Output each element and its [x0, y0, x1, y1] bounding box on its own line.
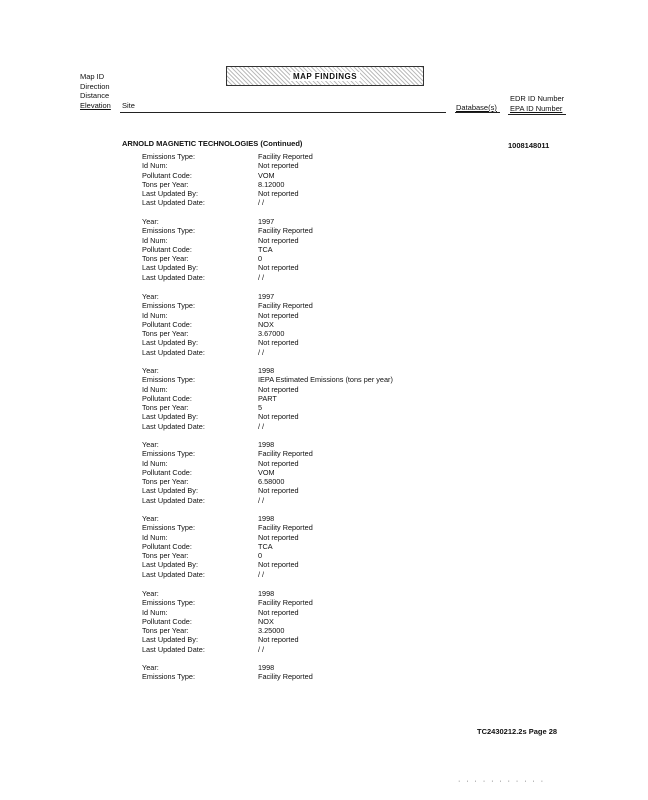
field-label: Emissions Type: [142, 598, 195, 608]
record-row [0, 338, 648, 347]
record-row [0, 672, 648, 681]
record-row [0, 514, 648, 523]
field-value: Not reported [258, 607, 299, 617]
banner-title: MAP FINDINGS [290, 72, 360, 81]
field-value: Facility Reported [258, 226, 313, 236]
record-row [0, 226, 648, 235]
record-row [0, 263, 648, 272]
edr-id-label: EDR ID Number [510, 94, 565, 103]
field-label: Pollutant Code: [142, 616, 192, 626]
header-left-labels [80, 72, 111, 110]
field-value: Not reported [258, 458, 299, 468]
field-value: 1998 [258, 366, 275, 375]
field-value: / / [258, 644, 265, 654]
header-rule-database [455, 112, 500, 113]
field-label: Tons per Year: [142, 626, 189, 635]
record-row [0, 589, 648, 598]
record-row [0, 301, 648, 310]
elevation-label: Elevation [80, 100, 111, 110]
record-row [0, 486, 648, 495]
emissions-record [0, 514, 648, 579]
field-value: Not reported [258, 532, 299, 542]
field-label: Year: [142, 217, 159, 226]
field-label: Last Updated Date: [142, 495, 205, 505]
field-value: 0 [258, 551, 263, 560]
field-label: Id Num: [142, 235, 168, 245]
field-label: Last Updated By: [142, 189, 198, 198]
field-label: Pollutant Code: [142, 467, 192, 477]
field-label: Emissions Type: [142, 152, 195, 161]
record-row [0, 542, 648, 551]
field-value: VOM [258, 467, 275, 477]
field-label: Year: [142, 589, 159, 598]
field-label: Last Updated Date: [142, 569, 205, 579]
record-row [0, 292, 648, 301]
field-value: Facility Reported [258, 672, 313, 682]
field-label: Pollutant Code: [142, 393, 192, 403]
emissions-record [0, 366, 648, 431]
field-label: Tons per Year: [142, 254, 189, 263]
direction-label: Direction [80, 81, 110, 91]
record-row [0, 645, 648, 654]
record-row [0, 608, 648, 617]
distance-label: Distance [80, 91, 110, 100]
field-label: Last Updated By: [142, 635, 198, 645]
field-label: Emissions Type: [142, 226, 195, 236]
record-row [0, 551, 648, 560]
field-value: / / [258, 569, 265, 579]
record-row [0, 635, 648, 644]
record-row [0, 412, 648, 421]
field-label: Pollutant Code: [142, 319, 192, 329]
field-label: Last Updated Date: [142, 272, 205, 282]
field-value: / / [258, 347, 265, 357]
record-row [0, 329, 648, 338]
record-row [0, 180, 648, 189]
record-row [0, 254, 648, 263]
record-row [0, 348, 648, 357]
record-row [0, 403, 648, 412]
record-row [0, 663, 648, 672]
record-row [0, 570, 648, 579]
field-label: Last Updated By: [142, 263, 198, 273]
emissions-record [0, 152, 648, 208]
field-value: Not reported [258, 412, 299, 422]
field-label: Year: [142, 366, 159, 375]
field-label: Pollutant Code: [142, 541, 192, 551]
field-value: 1998 [258, 440, 275, 449]
record-row [0, 523, 648, 532]
field-label: Year: [142, 440, 159, 449]
field-value: Not reported [258, 263, 299, 273]
field-value: 1997 [258, 292, 275, 301]
field-label: Emissions Type: [142, 449, 195, 459]
field-label: Id Num: [142, 607, 168, 617]
field-value: Not reported [258, 486, 299, 496]
field-value: Not reported [258, 189, 299, 198]
field-value: 3.25000 [258, 626, 285, 635]
field-label: Last Updated Date: [142, 421, 205, 431]
field-value: / / [258, 198, 265, 208]
record-row [0, 189, 648, 198]
field-label: Id Num: [142, 161, 168, 171]
field-value: / / [258, 421, 265, 431]
field-value: Not reported [258, 560, 299, 570]
field-value: VOM [258, 170, 275, 180]
record-row [0, 366, 648, 375]
field-value: / / [258, 272, 265, 282]
record-row [0, 198, 648, 207]
field-label: Last Updated Date: [142, 198, 205, 208]
record-row [0, 496, 648, 505]
field-label: Pollutant Code: [142, 170, 192, 180]
field-label: Pollutant Code: [142, 244, 192, 254]
field-value: Not reported [258, 310, 299, 320]
field-label: Last Updated By: [142, 412, 198, 422]
record-row [0, 273, 648, 282]
field-label: Tons per Year: [142, 403, 189, 412]
field-label: Emissions Type: [142, 301, 195, 311]
record-row [0, 245, 648, 254]
record-row [0, 161, 648, 170]
record-row [0, 468, 648, 477]
field-label: Emissions Type: [142, 672, 195, 682]
record-row [0, 311, 648, 320]
scan-marks: · · · · · · · · · · · [458, 778, 546, 785]
field-value: Not reported [258, 384, 299, 394]
header-rule-site [120, 112, 446, 113]
field-value: TCA [258, 244, 273, 254]
epa-id-label: EPA ID Number [510, 103, 563, 113]
record-row [0, 394, 648, 403]
field-label: Emissions Type: [142, 523, 195, 533]
record-row [0, 560, 648, 569]
field-value: Facility Reported [258, 598, 313, 608]
field-value: 6.58000 [258, 477, 285, 486]
record-row [0, 459, 648, 468]
field-value: Not reported [258, 635, 299, 645]
field-value: NOX [258, 616, 274, 626]
field-value: 1998 [258, 514, 275, 523]
field-value: NOX [258, 319, 274, 329]
field-value: PART [258, 393, 277, 403]
record-row [0, 385, 648, 394]
field-value: 1997 [258, 217, 275, 226]
database-label: Database(s) [456, 103, 497, 112]
field-value: 1998 [258, 589, 275, 598]
field-label: Id Num: [142, 532, 168, 542]
emissions-record [0, 589, 648, 654]
field-value: Facility Reported [258, 301, 313, 311]
emissions-record [0, 217, 648, 282]
record-row [0, 217, 648, 226]
record-row [0, 626, 648, 635]
record-row [0, 440, 648, 449]
field-label: Last Updated By: [142, 338, 198, 348]
field-value: Facility Reported [258, 523, 313, 533]
field-value: 0 [258, 254, 263, 263]
site-label: Site [122, 101, 135, 110]
record-row [0, 320, 648, 329]
field-value: 3.67000 [258, 329, 285, 338]
facility-section-title: ARNOLD MAGNETIC TECHNOLOGIES (Continued) [122, 139, 303, 148]
field-label: Last Updated Date: [142, 644, 205, 654]
emissions-record [0, 663, 648, 682]
record-row [0, 236, 648, 245]
field-value: IEPA Estimated Emissions (tons per year) [258, 375, 393, 385]
field-label: Tons per Year: [142, 329, 189, 338]
record-row [0, 598, 648, 607]
field-value: Not reported [258, 338, 299, 348]
map-findings-banner [226, 66, 424, 86]
field-value: / / [258, 495, 265, 505]
record-row [0, 617, 648, 626]
record-row [0, 422, 648, 431]
record-row [0, 477, 648, 486]
field-label: Last Updated By: [142, 486, 198, 496]
field-value: Facility Reported [258, 449, 313, 459]
record-row [0, 375, 648, 384]
field-label: Id Num: [142, 458, 168, 468]
map-id-label: Map ID [80, 72, 105, 81]
field-value: TCA [258, 541, 273, 551]
field-label: Tons per Year: [142, 477, 189, 486]
field-label: Last Updated Date: [142, 347, 205, 357]
field-label: Tons per Year: [142, 179, 189, 189]
field-value: Facility Reported [258, 152, 313, 161]
field-value: Not reported [258, 161, 299, 171]
record-row [0, 171, 648, 180]
field-label: Year: [142, 663, 159, 672]
emissions-record [0, 292, 648, 357]
field-value: 8.12000 [258, 179, 285, 189]
header-right-labels [510, 94, 564, 113]
field-value: 1998 [258, 663, 275, 672]
facility-edr-id: 1008148011 [508, 141, 550, 150]
field-value: 5 [258, 403, 263, 412]
record-row [0, 449, 648, 458]
field-label: Id Num: [142, 384, 168, 394]
field-label: Year: [142, 514, 159, 523]
header-rule-epa [508, 114, 566, 115]
record-row [0, 152, 648, 161]
field-label: Tons per Year: [142, 551, 189, 560]
field-value: Not reported [258, 235, 299, 245]
field-label: Id Num: [142, 310, 168, 320]
emissions-record [0, 440, 648, 505]
field-label: Emissions Type: [142, 375, 195, 385]
page-footer: TC2430212.2s Page 28 [477, 727, 558, 736]
field-label: Year: [142, 292, 159, 301]
record-row [0, 533, 648, 542]
field-label: Last Updated By: [142, 560, 198, 570]
